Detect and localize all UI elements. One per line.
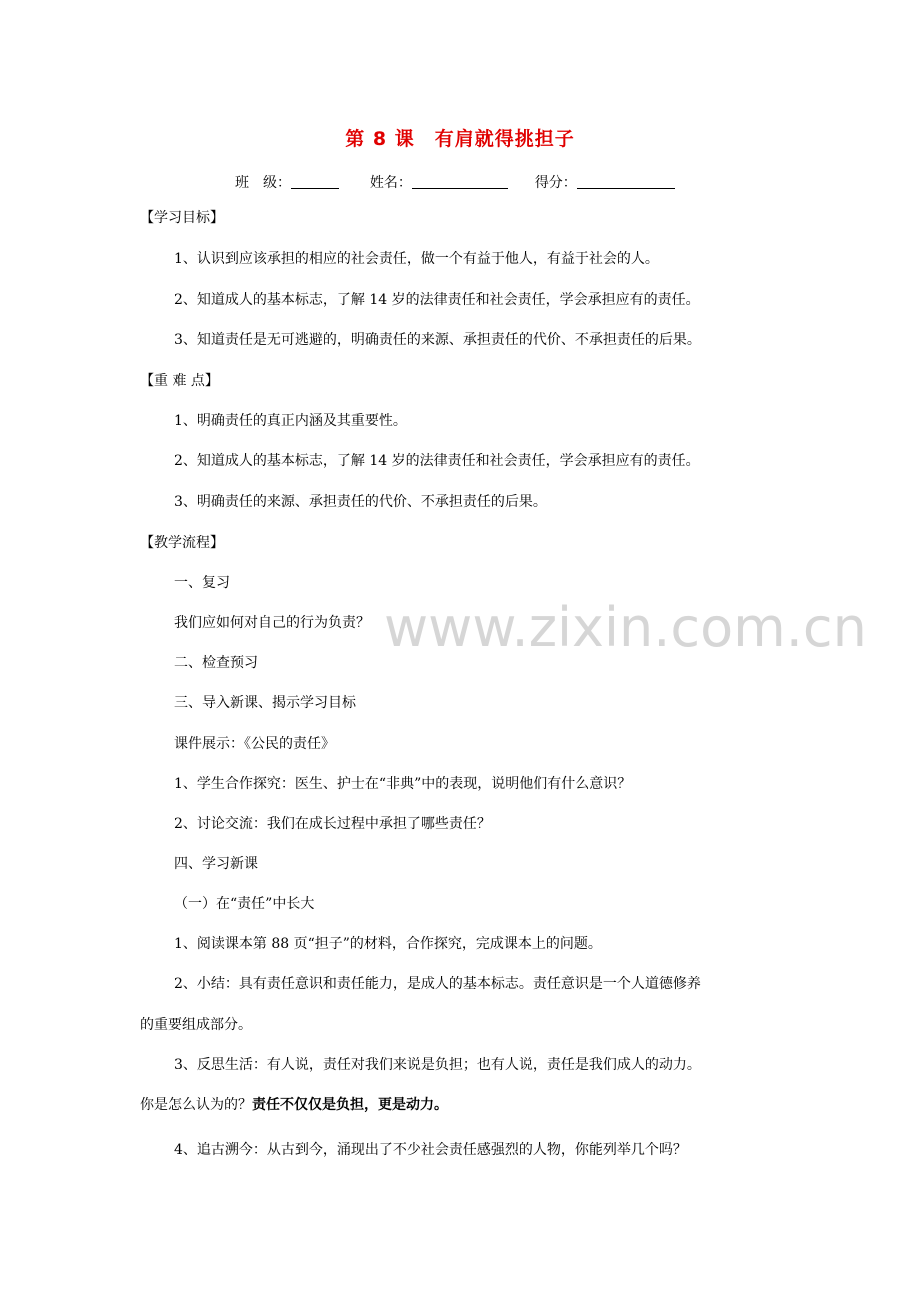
lesson-title: 第 8 课 有肩就得挑担子 bbox=[345, 128, 575, 150]
process-item: 我们应如何对自己的行为负责？ bbox=[174, 615, 370, 631]
student-info-line bbox=[235, 172, 675, 192]
process-item: 二、检查预习 bbox=[174, 655, 258, 671]
process-item-continued: 的重要组成部分。 bbox=[140, 1017, 252, 1033]
process-item: （一）在“责任”中长大 bbox=[174, 896, 315, 912]
score-blank[interactable] bbox=[577, 174, 675, 189]
process-item-continued bbox=[140, 1096, 448, 1114]
process-item: 1、学生合作探究：医生、护士在“非典”中的表现，说明他们有什么意识？ bbox=[174, 776, 632, 792]
process-item: 课件展示：《公民的责任》 bbox=[174, 736, 335, 752]
process-item: 4、追古溯今：从古到今，涌现出了不少社会责任感强烈的人物，你能列举几个吗？ bbox=[174, 1142, 687, 1158]
keypoint-item: 3、明确责任的来源、承担责任的代价、不承担责任的后果。 bbox=[174, 494, 547, 510]
keypoint-item: 2、知道成人的基本标志，了解 14 岁的法律责任和社会责任，学会承担应有的责任。 bbox=[174, 453, 700, 469]
keypoint-item: 1、明确责任的真正内涵及其重要性。 bbox=[174, 413, 407, 429]
name-label: 姓名： bbox=[369, 175, 412, 191]
score-label: 得分： bbox=[534, 175, 577, 191]
objectives-heading: 【学习目标】 bbox=[140, 210, 224, 226]
keypoints-heading: 【重 难 点】 bbox=[140, 373, 219, 389]
process-item: 四、学习新课 bbox=[174, 856, 258, 872]
name-blank[interactable] bbox=[412, 174, 508, 189]
process-item: 3、反思生活：有人说，责任对我们来说是负担；也有人说，责任是我们成人的动力。 bbox=[174, 1057, 701, 1073]
class-label: 班 级： bbox=[235, 175, 291, 191]
objective-item: 1、认识到应该承担的相应的社会责任，做一个有益于他人，有益于社会的人。 bbox=[174, 251, 659, 267]
bold-answer: 责任不仅仅是负担，更是动力。 bbox=[252, 1097, 448, 1113]
process-item: 三、导入新课、揭示学习目标 bbox=[174, 695, 356, 711]
question-text: 你是怎么认为的？ bbox=[140, 1097, 252, 1113]
class-blank[interactable] bbox=[291, 174, 339, 189]
watermark: www.zixin.com.cn bbox=[384, 596, 867, 659]
objective-item: 3、知道责任是无可逃避的，明确责任的来源、承担责任的代价、不承担责任的后果。 bbox=[174, 332, 701, 348]
process-item: 一、复习 bbox=[174, 575, 230, 591]
process-item: 2、小结：具有责任意识和责任能力，是成人的基本标志。责任意识是一个人道德修养 bbox=[174, 976, 701, 992]
objective-item: 2、知道成人的基本标志，了解 14 岁的法律责任和社会责任，学会承担应有的责任。 bbox=[174, 292, 700, 308]
process-item: 1、阅读课本第 88 页“担子”的材料，合作探究，完成课本上的问题。 bbox=[174, 936, 602, 952]
process-item: 2、讨论交流：我们在成长过程中承担了哪些责任？ bbox=[174, 816, 491, 832]
process-heading: 【教学流程】 bbox=[140, 535, 224, 551]
